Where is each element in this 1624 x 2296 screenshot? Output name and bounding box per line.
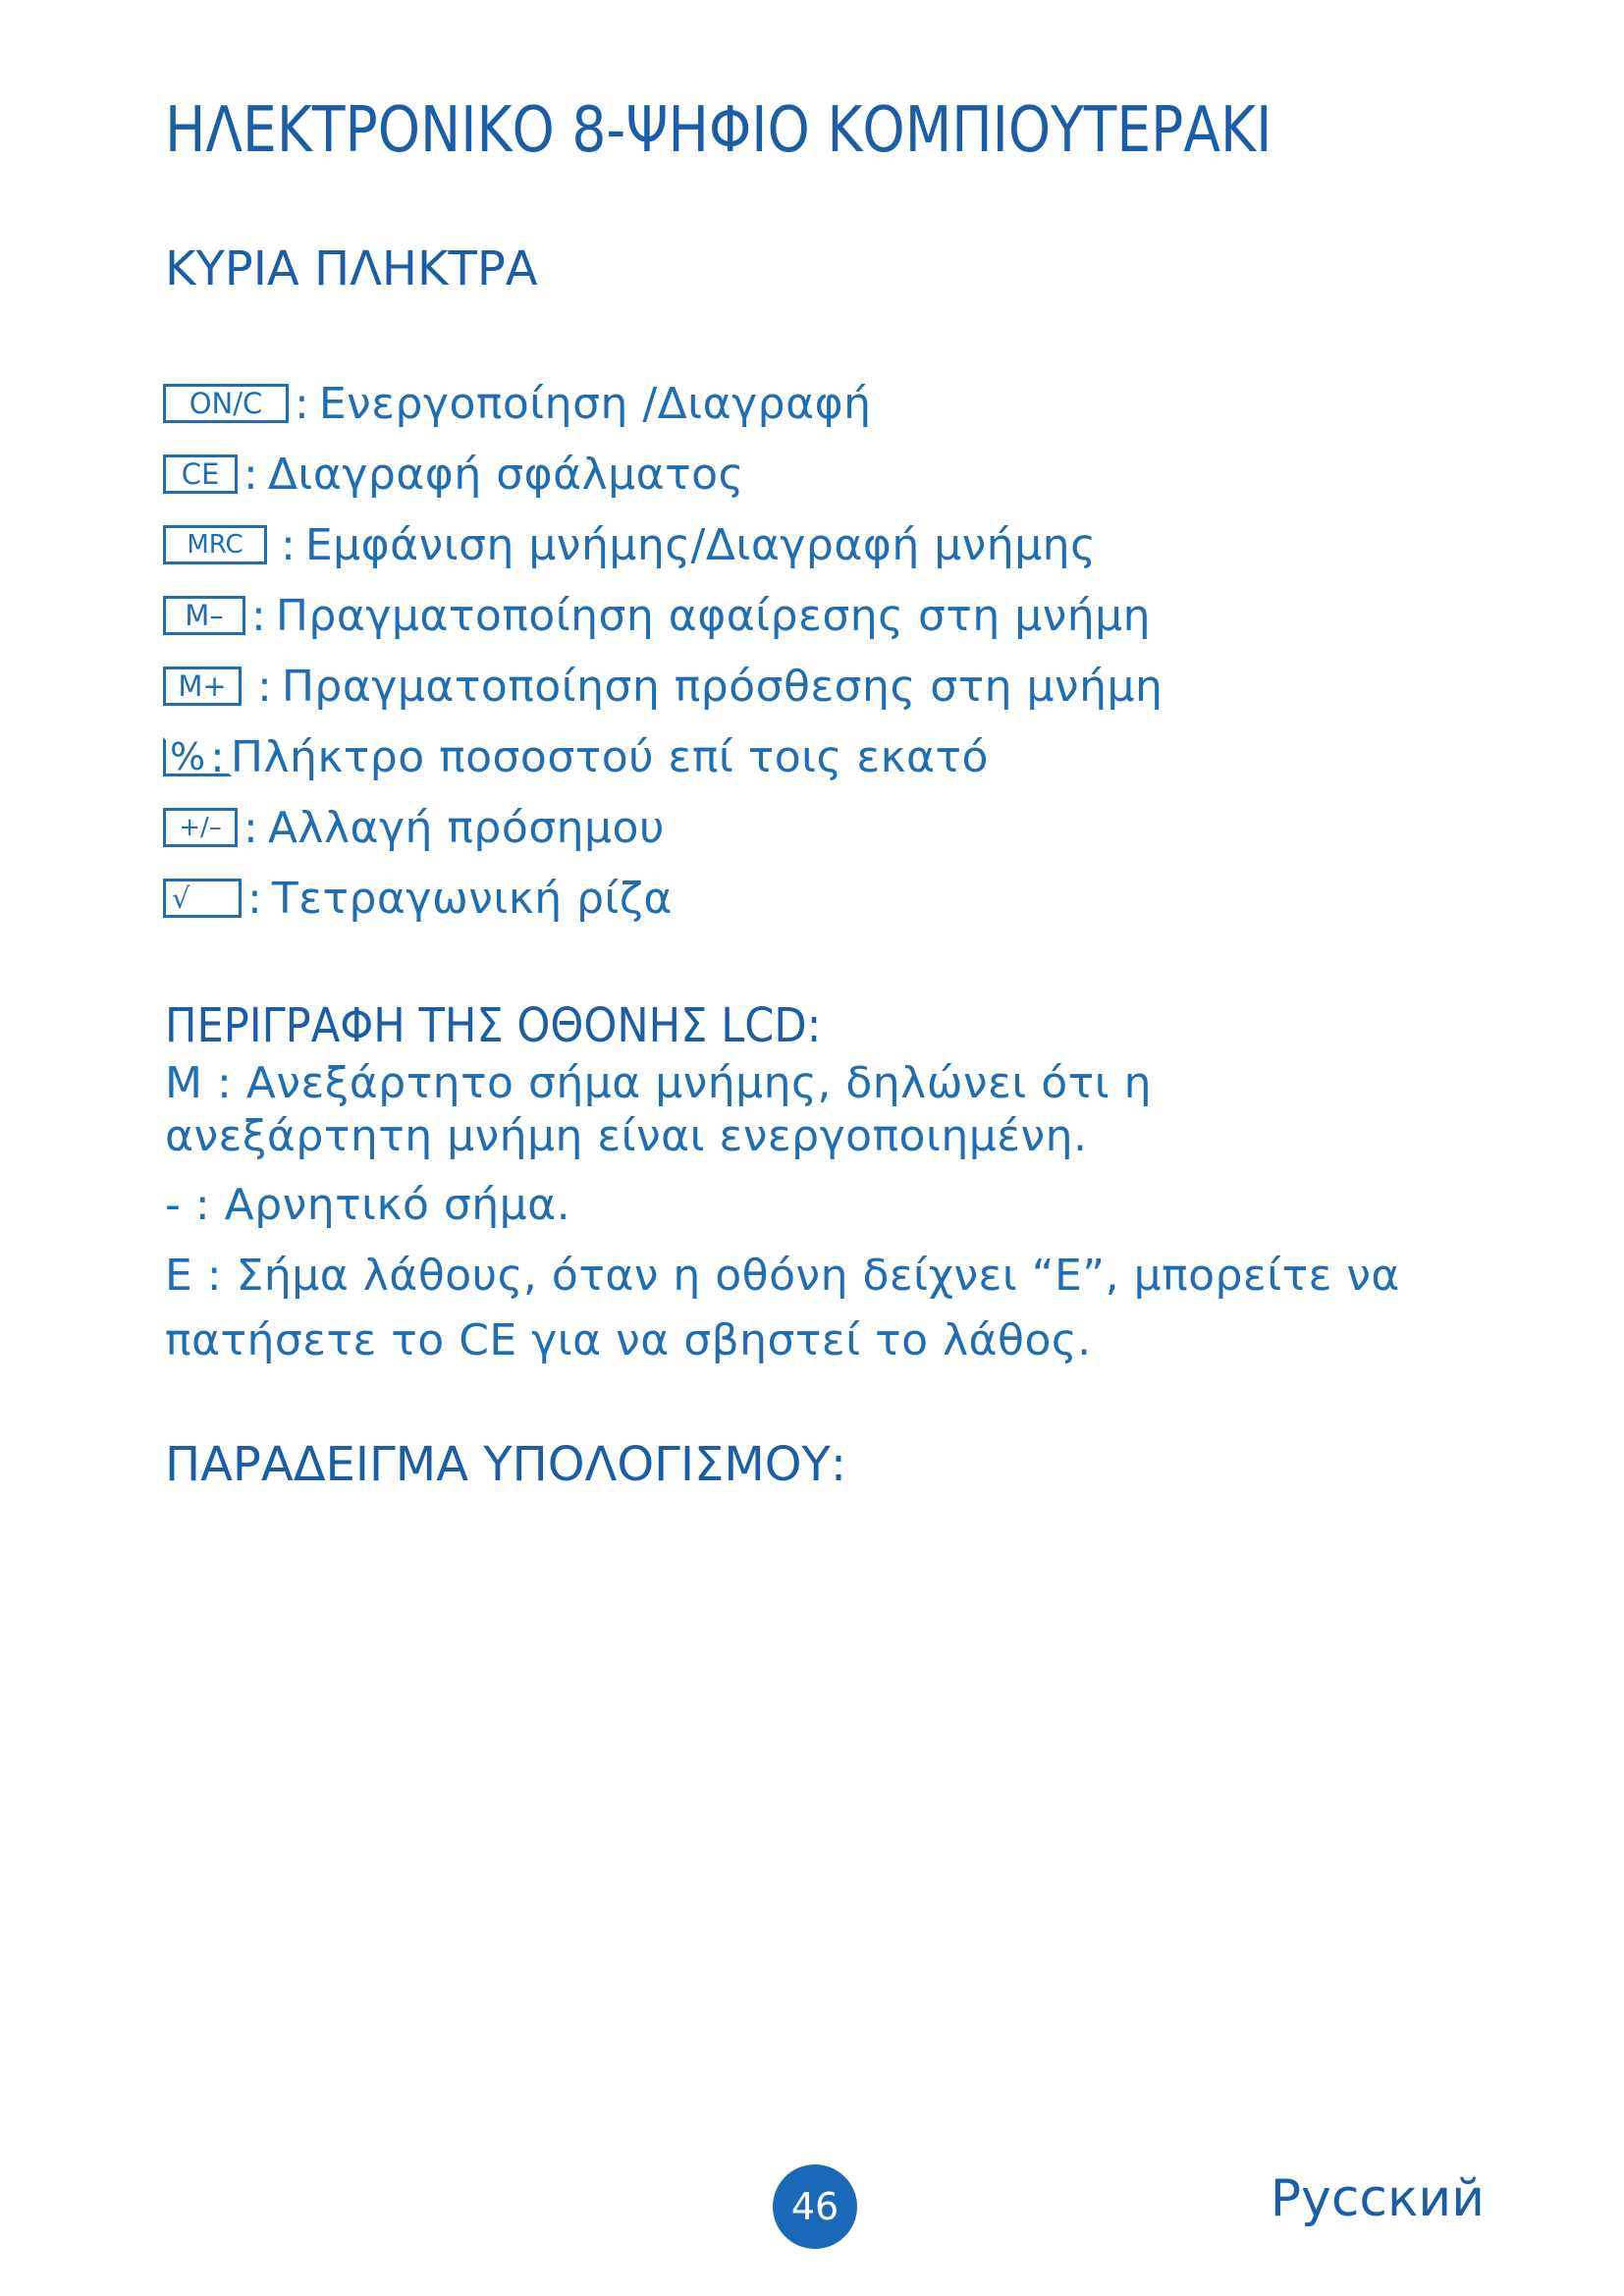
error-line-2: πατήσετε το CE για να σβηστεί το λάθος. bbox=[165, 1315, 1092, 1365]
calculation-example-heading: ΠΑΡΑΔΕΙΓΜΑ ΥΠΟΛΟΓΙΣΜΟΥ: bbox=[165, 1437, 847, 1492]
key-label: ON/C bbox=[189, 386, 263, 420]
key-row-on-c bbox=[163, 368, 1163, 439]
error-line-1: E : Σήμα λάθους, όταν η οθόνη δείχνει “E”, μπορείτε να bbox=[165, 1251, 1400, 1301]
memory-line-2: ανεξάρτητη μνήμη είναι ενεργοποιημένη. bbox=[165, 1111, 1088, 1161]
key-separator: : bbox=[247, 873, 262, 924]
m-minus-key-icon bbox=[163, 596, 245, 635]
key-description: Εμφάνιση μνήμης/Διαγραφή μνήμης bbox=[304, 519, 1097, 570]
key-description: Τετραγωνική ρίζα bbox=[271, 873, 673, 924]
key-separator: : bbox=[295, 378, 309, 429]
key-description: Πραγματοποίηση αφαίρεσης στη μνήμη bbox=[275, 590, 1152, 641]
key-label: +/– bbox=[179, 813, 222, 842]
key-label: √ bbox=[172, 881, 190, 915]
plus-minus-key-icon bbox=[163, 808, 238, 847]
key-row-m-minus bbox=[163, 580, 1163, 651]
key-description: Αλλαγή πρόσημου bbox=[267, 802, 665, 853]
key-label: M– bbox=[185, 598, 224, 632]
key-description: Πλήκτρο ποσοστού επί τοις εκατό bbox=[230, 731, 989, 782]
main-keys-heading: ΚΥΡΙΑ ΠΛΗΚΤΡΑ bbox=[165, 241, 538, 296]
memory-indicator-description bbox=[165, 1057, 1481, 1163]
key-separator: : bbox=[257, 661, 272, 712]
key-row-plus-minus bbox=[163, 792, 1163, 863]
key-row-mrc bbox=[163, 509, 1163, 580]
language-label: Русский bbox=[1270, 2169, 1485, 2228]
key-label: M+ bbox=[178, 668, 227, 703]
key-label: CE bbox=[181, 456, 220, 491]
page-title: ΗΛΕΚΤΡΟΝΙΚΟ 8-ΨΗΦΙΟ ΚΟΜΠΙΟΥΤΕΡΑΚΙ bbox=[165, 94, 1272, 167]
key-separator: : bbox=[251, 590, 266, 641]
mrc-key-icon bbox=[163, 525, 267, 564]
key-separator: : bbox=[244, 802, 258, 853]
memory-line-1: M : Ανεξάρτητο σήμα μνήμης, δηλώνει ότι η bbox=[165, 1058, 1152, 1108]
page-number-badge bbox=[773, 2164, 857, 2249]
key-label: % bbox=[170, 735, 206, 778]
lcd-description bbox=[165, 1057, 1481, 1373]
on-c-key-icon bbox=[163, 384, 289, 423]
key-row-square-root bbox=[163, 863, 1163, 934]
negative-indicator-description: - : Αρνητικό σήμα. bbox=[165, 1180, 571, 1230]
key-row-m-plus bbox=[163, 651, 1163, 721]
ce-key-icon bbox=[163, 454, 238, 494]
square-root-key-icon bbox=[163, 879, 242, 918]
key-separator: : bbox=[281, 519, 296, 570]
key-separator: : bbox=[210, 731, 225, 782]
m-plus-key-icon bbox=[163, 667, 242, 706]
key-row-ce bbox=[163, 439, 1163, 509]
key-separator: : bbox=[244, 449, 258, 500]
error-indicator-description bbox=[165, 1244, 1481, 1373]
key-row-percent bbox=[163, 721, 1163, 792]
key-description: Ενεργοποίηση /Διαγραφή bbox=[318, 378, 872, 429]
key-description: Πραγματοποίηση πρόσθεσης στη μνήμη bbox=[281, 661, 1164, 712]
lcd-description-heading: ΠΕΡΙΓΡΑΦΗ ΤΗΣ ΟΘΟΝΗΣ LCD: bbox=[165, 998, 822, 1053]
key-label: MRC bbox=[187, 530, 244, 560]
key-list bbox=[163, 368, 1163, 934]
page-number: 46 bbox=[790, 2185, 839, 2228]
key-description: Διαγραφή σφάλματος bbox=[267, 449, 744, 500]
